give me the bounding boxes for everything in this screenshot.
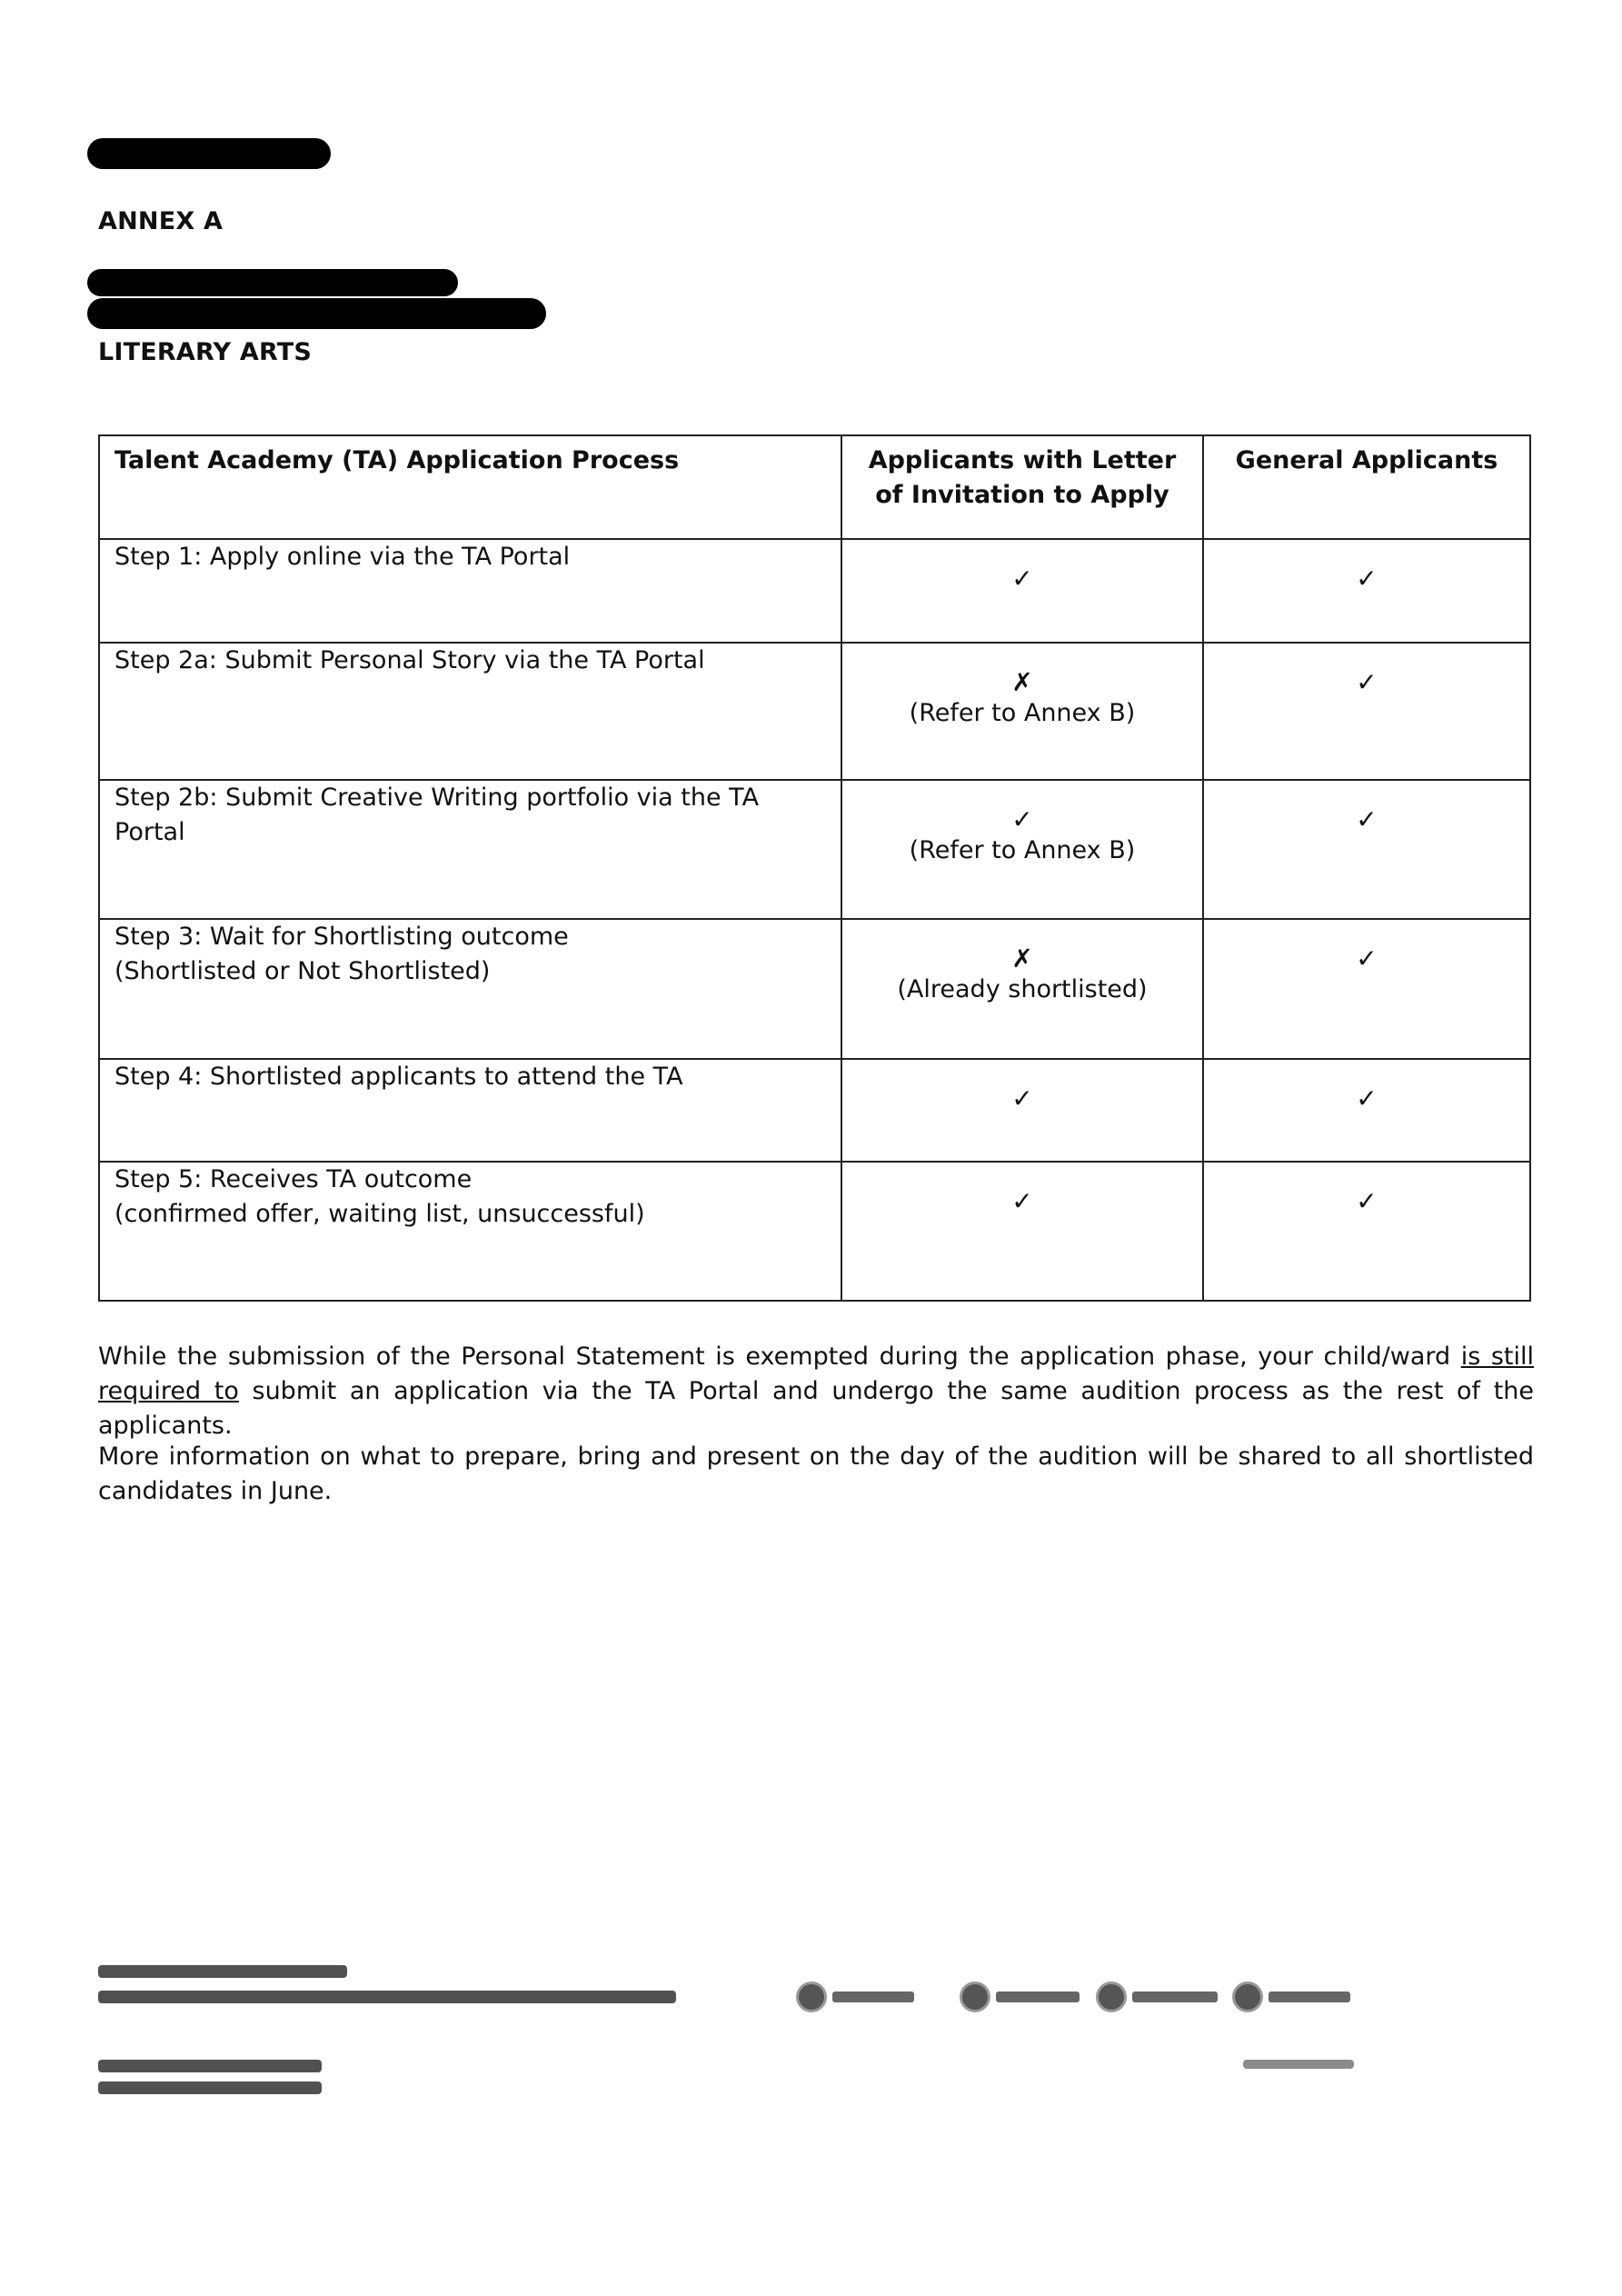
invited-cell (841, 780, 1203, 919)
footer-logo (796, 1982, 914, 2012)
cross-icon: ✗ (1011, 943, 1033, 973)
footer-address-line (98, 1991, 676, 2003)
check-icon: ✓ (1356, 1186, 1378, 1216)
step-text: Step 5: Receives TA outcome (114, 1165, 473, 1193)
step-text: Step 2a: Submit Personal Story via the TA Portal (114, 646, 705, 674)
logo-emblem-icon (796, 1982, 827, 2012)
logo-emblem-icon (1096, 1982, 1127, 2012)
general-cell (1203, 539, 1530, 643)
general-cell (1203, 780, 1530, 919)
footer-logo (1096, 1982, 1218, 2012)
invited-cell (841, 539, 1203, 643)
step-cell (99, 919, 841, 1059)
general-cell (1203, 643, 1530, 780)
check-icon: ✓ (1011, 804, 1033, 834)
invited-cell (841, 1059, 1203, 1162)
check-icon: ✓ (1356, 804, 1378, 834)
table-row (99, 643, 1530, 780)
redacted-letter-subtitle (87, 298, 546, 329)
cross-icon: ✗ (1011, 667, 1033, 697)
table-row (99, 1059, 1530, 1162)
annex-label: ANNEX A (98, 207, 224, 235)
check-icon: ✓ (1356, 667, 1378, 697)
table-row (99, 780, 1530, 919)
redacted-letter-title (87, 269, 458, 296)
check-icon: ✓ (1356, 564, 1378, 594)
application-process-table (98, 434, 1531, 1302)
invited-note: (Already shortlisted) (897, 975, 1148, 1003)
footer-contact-line (98, 2081, 322, 2094)
audition-info-paragraph: More information on what to prepare, bring and present on the day of the audition will be shared to all shortlisted candidates in June. (98, 1442, 1534, 1505)
invited-cell (841, 643, 1203, 780)
exemption-text-start: While the submission of the Personal Statement is exempted during the application phase, your child/ward (98, 1343, 1461, 1371)
logo-wordmark (1269, 1992, 1350, 2002)
check-icon: ✓ (1011, 1083, 1033, 1113)
exemption-emphasis: is still required to (98, 1343, 1534, 1405)
general-cell (1203, 1059, 1530, 1162)
check-icon: ✓ (1356, 1083, 1378, 1113)
table-row (99, 1162, 1530, 1301)
invited-note: (Refer to Annex B) (909, 699, 1136, 727)
step-cell (99, 780, 841, 919)
exemption-paragraph (98, 1340, 1534, 1443)
invited-cell (841, 919, 1203, 1059)
step-text: Step 4: Shortlisted applicants to attend the TA (114, 1063, 683, 1091)
table-row (99, 539, 1530, 643)
check-icon: ✓ (1011, 1186, 1033, 1216)
general-cell (1203, 919, 1530, 1059)
footer-contact-line (98, 2060, 322, 2072)
step-text: Step 3: Wait for Shortlisting outcome (114, 923, 569, 951)
step-subtext: (Shortlisted or Not Shortlisted) (114, 957, 491, 985)
check-icon: ✓ (1011, 564, 1033, 594)
step-text: Step 2b: Submit Creative Writing portfolio via the TA Portal (114, 784, 760, 846)
header-process: Talent Academy (TA) Application Process (99, 435, 841, 539)
step-text: Step 1: Apply online via the TA Portal (114, 543, 571, 571)
table-row (99, 919, 1530, 1059)
step-cell (99, 1059, 841, 1162)
logo-emblem-icon (960, 1982, 990, 2012)
check-icon: ✓ (1356, 943, 1378, 973)
logo-wordmark (832, 1992, 914, 2002)
invited-cell (841, 1162, 1203, 1301)
logo-emblem-icon (1232, 1982, 1263, 2012)
exemption-text-end: submit an application via the TA Portal and undergo the same audition process as the rest of the applicants. (98, 1377, 1534, 1440)
header-invited: Applicants with Letter of Invitation to Apply (841, 435, 1203, 539)
logo-wordmark (996, 1992, 1080, 2002)
redacted-school-name (87, 138, 331, 169)
general-cell (1203, 1162, 1530, 1301)
step-cell (99, 643, 841, 780)
subject-heading: LITERARY ARTS (98, 338, 313, 366)
footer-reference-code (1243, 2060, 1354, 2069)
footer-address-line (98, 1965, 347, 1978)
invited-note: (Refer to Annex B) (909, 836, 1136, 864)
step-cell (99, 1162, 841, 1301)
step-subtext: (confirmed offer, waiting list, unsuccessful) (114, 1200, 645, 1228)
table-header-row (99, 435, 1530, 539)
header-general: General Applicants (1203, 435, 1530, 539)
footer-logo (960, 1982, 1080, 2012)
logo-wordmark (1132, 1992, 1218, 2002)
footer-logo (1232, 1982, 1350, 2012)
step-cell (99, 539, 841, 643)
